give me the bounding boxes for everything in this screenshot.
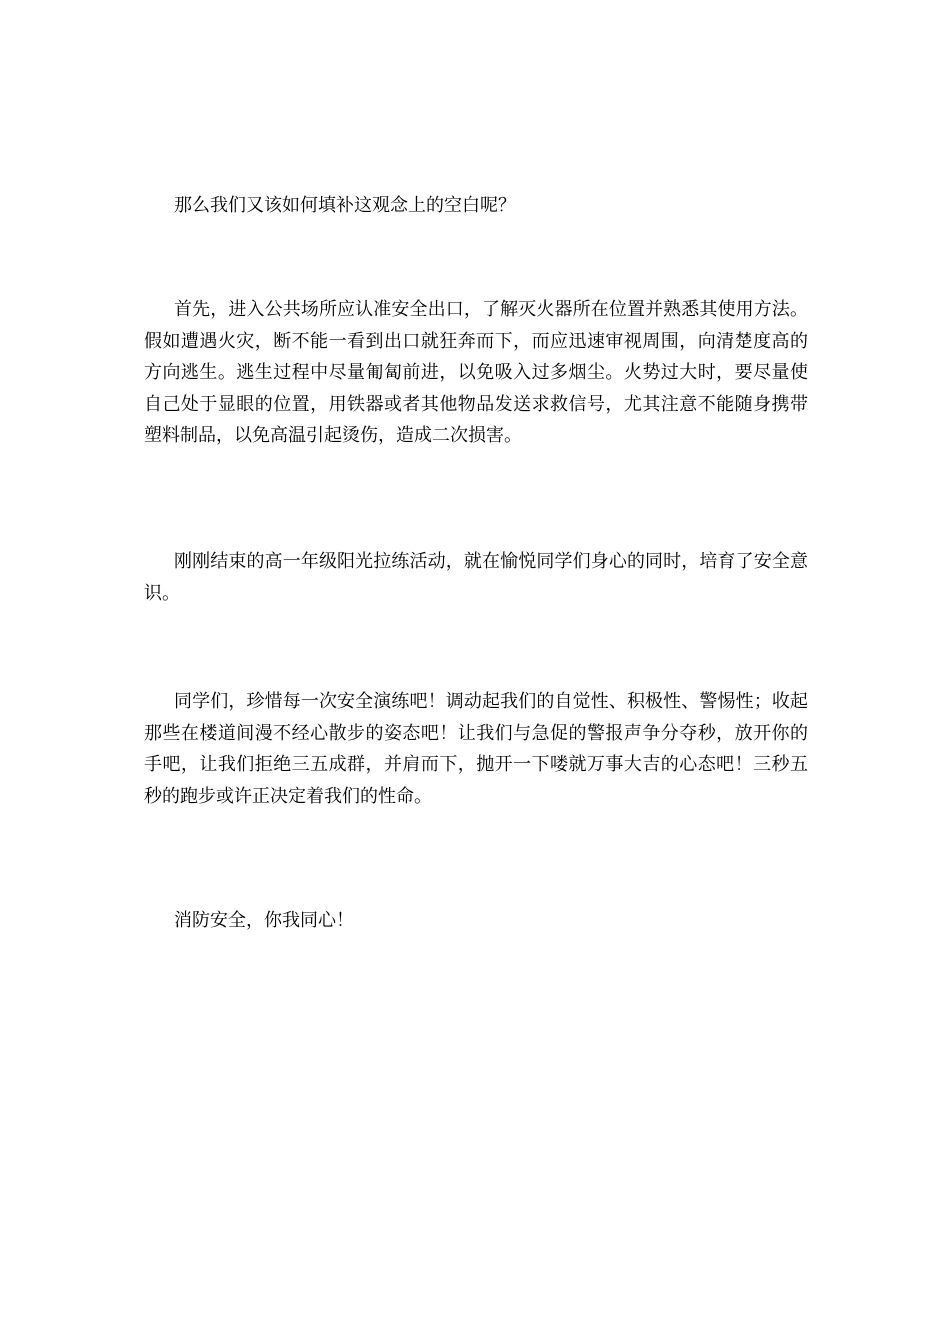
paragraph-slogan: 消防安全，你我同心！ xyxy=(174,910,354,931)
paragraph-drill-activity: 刚刚结束的高一年级阳光拉练活动，就在愉悦同学们身心的同时，培育了安全意识。 xyxy=(144,551,808,604)
paragraph-question: 那么我们又该如何填补这观念上的空白呢？ xyxy=(174,195,516,216)
paragraph-escape-advice: 首先，进入公共场所应认准安全出口，了解灭火器所在位置并熟悉其使用方法。假如遭遇火灾，断不能一看到出口就狂奔而下，而应迅速审视周围，向清楚度高的方向逃生。逃生过程中尽量匍匐前进，以免吸入过多烟尘。火势过大时，要尽量使自己处于显眼的位置，用铁器或者其他物品发送求救信号，尤其注意不能随身携带塑料制品，以免高温引起烫伤，造成二次损害。 xyxy=(144,299,808,446)
paragraph-appeal: 同学们，珍惜每一次安全演练吧！调动起我们的自觉性、积极性、警惕性；收起那些在楼道间漫不经心散步的姿态吧！让我们与急促的警报声争分夺秒，放开你的手吧，让我们拒绝三五成群，并肩而下，抛开一下喽就万事大吉的心态吧！三秒五秒的跑步或许正决定着我们的性命。 xyxy=(144,691,808,807)
